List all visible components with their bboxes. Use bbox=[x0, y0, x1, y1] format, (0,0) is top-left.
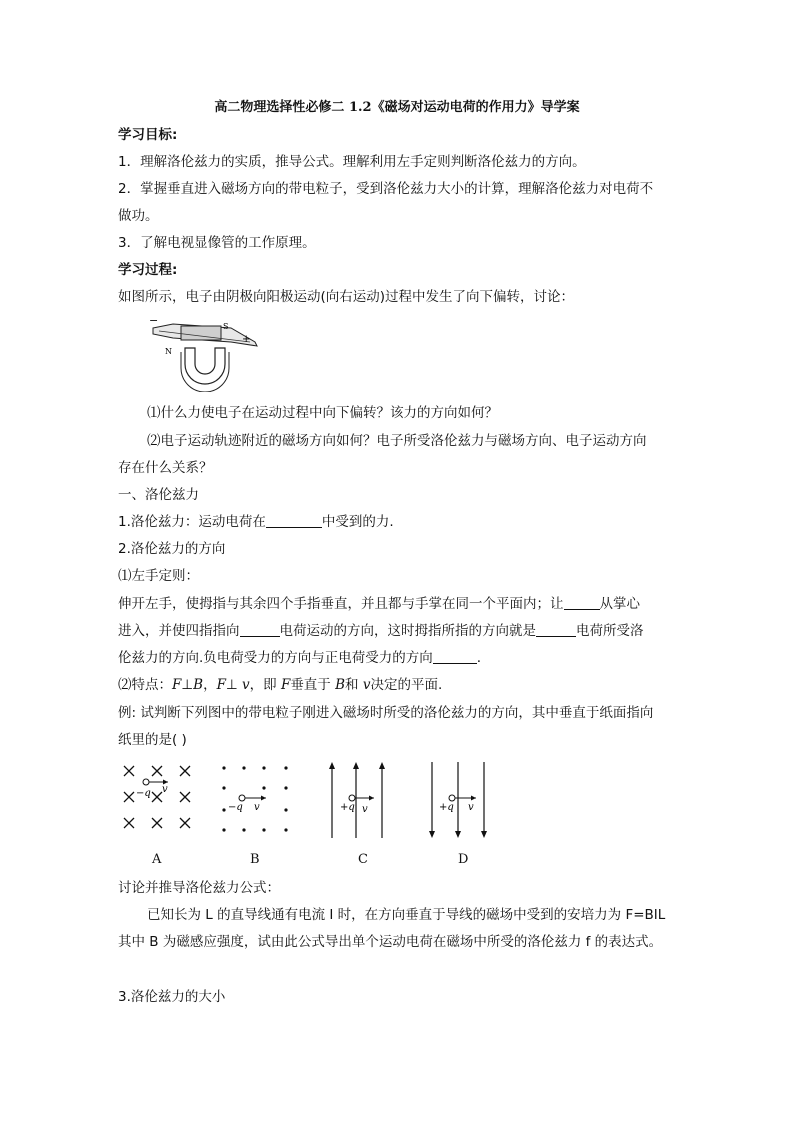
velocity-label: v bbox=[468, 802, 474, 813]
s-pole-label: S bbox=[223, 322, 229, 331]
derive-line-2: 其中 B 为磁感应强度，试由此公式导出单个运动电荷在磁场中所受的洛伦兹力 f 的表达式。 bbox=[118, 934, 663, 950]
field-arrowheads bbox=[329, 762, 385, 769]
figure-d-label: D bbox=[458, 852, 469, 867]
question-1: ⑴什么力使电子在运动过程中向下偏转？该力的方向如何？ bbox=[147, 405, 498, 421]
goals-heading: 学习目标: bbox=[118, 127, 178, 143]
process-heading: 学习过程: bbox=[118, 262, 178, 278]
goal-3: 3．了解电视显像管的工作原理。 bbox=[118, 235, 316, 251]
field-arrowheads bbox=[429, 831, 487, 838]
magnet-tube-figure bbox=[145, 312, 265, 392]
figure-c bbox=[322, 760, 392, 840]
figure-c-label: C bbox=[358, 852, 368, 867]
definition-post: 中受到的力. bbox=[321, 514, 394, 530]
example-line-1: 例: 试判断下列图中的带电粒子刚进入磁场时所受的洛伦兹力的方向，其中垂直于纸面指向 bbox=[118, 705, 654, 721]
symbol-f: F bbox=[216, 677, 226, 693]
figure-b-label: B bbox=[250, 852, 260, 867]
arrowhead bbox=[471, 796, 476, 801]
goal-2-line-1: 2．掌握垂直进入磁场方向的带电粒子，受到洛伦兹力大小的计算，理解洛伦兹力对电荷不 bbox=[118, 181, 654, 197]
charge-label: −q bbox=[136, 788, 151, 799]
example-line-2: 纸里的是( ) bbox=[118, 732, 187, 748]
velocity-label: v bbox=[362, 804, 368, 815]
section-1-heading: 一、洛伦兹力 bbox=[118, 487, 199, 503]
lhr-blank-1[interactable] bbox=[564, 595, 600, 610]
symbol-b: B bbox=[193, 677, 204, 693]
lhr3-pre: 伦兹力的方向.负电荷受力的方向与正电荷受力的方向 bbox=[118, 650, 433, 666]
definition-pre: 1.洛伦兹力：运动电荷在 bbox=[118, 514, 266, 530]
velocity-label: v bbox=[162, 784, 168, 795]
figure-a-label: A bbox=[152, 852, 162, 867]
lhr3-post: . bbox=[476, 650, 482, 666]
lhr-blank-3[interactable] bbox=[536, 622, 576, 637]
lhr1-post: 从掌心 bbox=[599, 596, 640, 612]
perp-sign: ⊥ bbox=[181, 677, 194, 693]
symbol-f: F bbox=[280, 677, 291, 693]
goal-2-line-2: 做功。 bbox=[118, 208, 159, 224]
derive-line-1: 已知长为 L 的直导线通有电流 I 时，在方向垂直于导线的磁场中受到的安培力为 F=BIL bbox=[147, 907, 666, 923]
left-hand-rule-line-1 bbox=[118, 594, 640, 614]
charge-particle bbox=[449, 795, 455, 801]
symbol-v: v bbox=[242, 677, 250, 693]
definition-blank[interactable] bbox=[266, 513, 322, 528]
definition-line bbox=[118, 512, 394, 532]
charge-label: +q bbox=[439, 802, 454, 813]
lhr1-pre: 伸开左手，使拇指与其余四个手指垂直，并且都与手掌在同一个平面内；让 bbox=[118, 596, 564, 612]
direction-heading: 2.洛伦兹力的方向 bbox=[118, 541, 226, 557]
minus-label: − bbox=[149, 314, 159, 327]
n-pole-label: N bbox=[165, 347, 172, 356]
feature-pre: ⑵特点： bbox=[118, 677, 172, 693]
x-field-markers bbox=[124, 766, 190, 828]
question-2-line-2: 存在什么关系？ bbox=[118, 460, 213, 476]
symbol-v: v bbox=[362, 677, 371, 693]
figure-d bbox=[424, 760, 494, 840]
charge-particle bbox=[349, 795, 355, 801]
feature-and: 和 bbox=[345, 677, 363, 693]
feature-line bbox=[118, 675, 442, 695]
lhr2-post: 电荷所受洛 bbox=[576, 623, 644, 639]
arrowhead bbox=[369, 796, 374, 801]
arrowhead bbox=[261, 796, 266, 801]
page-title: 高二物理选择性必修二 1.2《磁场对运动电荷的作用力》导学案 bbox=[214, 100, 580, 115]
lhr-blank-2[interactable] bbox=[240, 622, 280, 637]
feature-mid2: 垂直于 bbox=[290, 677, 336, 693]
field-lines-down bbox=[432, 762, 484, 832]
plus-label: + bbox=[242, 334, 251, 345]
left-hand-rule-line-2 bbox=[118, 621, 644, 641]
feature-end: 决定的平面. bbox=[370, 677, 443, 693]
symbol-b: B bbox=[335, 677, 346, 693]
charge-label: +q bbox=[340, 802, 355, 813]
figure-a bbox=[118, 760, 200, 836]
left-hand-rule-line-3 bbox=[118, 648, 481, 668]
charge-particle bbox=[239, 795, 245, 801]
goal-1: 1．理解洛伦兹力的实质，推导公式。理解利用左手定则判断洛伦兹力的方向。 bbox=[118, 154, 586, 170]
feature-mid: ，即 bbox=[249, 677, 281, 693]
velocity-label: v bbox=[254, 802, 260, 813]
derive-heading: 讨论并推导洛伦兹力公式： bbox=[118, 880, 280, 896]
intro-text: 如图所示，电子由阴极向阳极运动(向右运动)过程中发生了向下偏转，讨论： bbox=[118, 289, 575, 305]
question-2-line-1: ⑵电子运动轨迹附近的磁场方向如何？电子所受洛伦兹力与磁场方向、电子运动方向 bbox=[147, 433, 647, 449]
lhr-blank-4[interactable] bbox=[433, 649, 477, 664]
charge-label: −q bbox=[228, 802, 243, 813]
symbol-f: F bbox=[172, 677, 182, 693]
left-hand-rule-heading: ⑴左手定则： bbox=[118, 568, 199, 584]
comma: ， bbox=[203, 677, 217, 693]
size-heading: 3.洛伦兹力的大小 bbox=[118, 989, 226, 1005]
horseshoe-magnet bbox=[185, 348, 225, 384]
lhr2-pre: 进入，并使四指指向 bbox=[118, 623, 240, 639]
charge-particle bbox=[143, 779, 149, 785]
lhr2-mid: 电荷运动的方向，这时拇指所指的方向就是 bbox=[279, 623, 536, 639]
perp-sign: ⊥ bbox=[225, 677, 242, 693]
figure-b bbox=[216, 760, 298, 836]
dot-field-markers bbox=[222, 766, 287, 831]
